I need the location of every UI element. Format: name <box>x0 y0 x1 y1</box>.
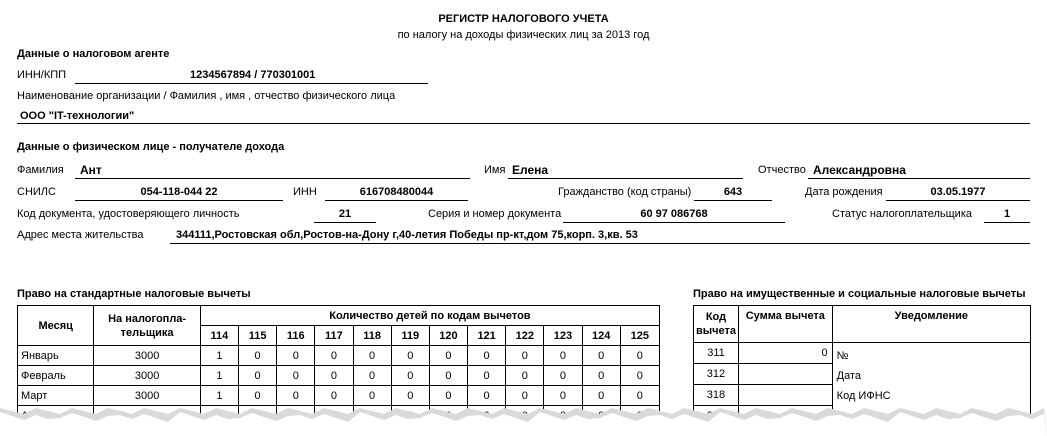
address-underline <box>170 243 1030 244</box>
child-count-cell: 0 <box>353 366 391 386</box>
code-header-cell: 117 <box>315 326 353 346</box>
snils-label: СНИЛС <box>17 186 56 198</box>
sum-header: Сумма вычета <box>738 306 832 343</box>
birth-value: 03.05.1977 <box>930 186 986 198</box>
doc-code-value: 21 <box>338 208 352 220</box>
child-count-cell: 0 <box>544 386 582 406</box>
notice-header: Уведомление <box>832 306 1030 343</box>
name-underline <box>508 178 743 179</box>
child-count-cell: 0 <box>239 386 277 406</box>
surname-label: Фамилия <box>17 164 64 176</box>
status-underline <box>984 222 1030 223</box>
code-header-cell: 118 <box>353 326 391 346</box>
child-count-cell: 0 <box>315 366 353 386</box>
status-label: Статус налогоплательщика <box>832 208 973 220</box>
child-count-cell: 0 <box>582 366 620 386</box>
month-cell: Февраль <box>18 366 94 386</box>
name-label: Имя <box>484 164 506 176</box>
code-header-cell: 122 <box>506 326 544 346</box>
person-section-title: Данные о физическом лице - получателе дохода <box>17 141 285 153</box>
child-count-cell: 0 <box>391 366 429 386</box>
child-count-cell: 0 <box>620 346 659 366</box>
month-cell: Март <box>18 386 94 406</box>
child-count-cell: 0 <box>620 386 659 406</box>
table-row <box>18 366 660 386</box>
child-count-cell: 0 <box>277 346 315 366</box>
child-count-cell: 0 <box>239 346 277 366</box>
snils-underline <box>75 200 283 201</box>
taxpayer-cell: 3000 <box>94 386 200 406</box>
inn-value: 616708480044 <box>359 186 434 198</box>
child-count-cell: 0 <box>506 346 544 366</box>
page-title: РЕГИСТР НАЛОГОВОГО УЧЕТА <box>438 13 609 25</box>
child-count-cell: 0 <box>506 366 544 386</box>
doc-code-underline <box>314 222 376 223</box>
child-count-cell: 0 <box>506 386 544 406</box>
page-subtitle: по налогу на доходы физических лиц за 2013 год <box>397 29 650 41</box>
doc-series-label: Серия и номер документа <box>428 208 562 220</box>
doc-series-underline <box>563 222 785 223</box>
surname-underline <box>75 178 470 179</box>
inn-kpp-label: ИНН/КПП <box>17 69 67 81</box>
child-count-cell: 0 <box>544 346 582 366</box>
child-count-cell: 0 <box>315 386 353 406</box>
child-count-cell: 0 <box>429 386 467 406</box>
taxpayer-header: На налогопла-тельщика <box>94 306 200 346</box>
child-count-cell: 1 <box>200 386 238 406</box>
child-count-cell: 0 <box>429 366 467 386</box>
notice-line: Код ИФНС <box>836 390 891 402</box>
child-count-cell: 0 <box>468 386 506 406</box>
inn-underline <box>325 200 468 201</box>
snils-value: 054-118-044 22 <box>140 186 218 198</box>
child-count-cell: 0 <box>620 366 659 386</box>
inn-kpp-underline <box>75 83 428 84</box>
code-header-cell: 123 <box>544 326 582 346</box>
citizenship-underline <box>694 200 772 201</box>
notice-line: № <box>836 350 849 362</box>
table-row <box>694 343 1031 364</box>
surname-value: Ант <box>80 163 102 177</box>
org-value: ООО "IT-технологии" <box>20 110 135 122</box>
code-header-cell: 121 <box>468 326 506 346</box>
child-count-cell: 0 <box>353 346 391 366</box>
child-count-cell: 1 <box>200 346 238 366</box>
child-count-cell: 0 <box>277 366 315 386</box>
patronymic-label: Отчество <box>758 164 806 176</box>
table-row <box>18 346 660 366</box>
notice-line: Дата <box>836 370 862 382</box>
name-value: Елена <box>512 163 549 177</box>
child-count-cell: 0 <box>391 386 429 406</box>
inn-label: ИНН <box>293 186 317 198</box>
month-cell: Январь <box>18 346 94 366</box>
doc-code-label: Код документа, удостоверяющего личность <box>17 208 240 220</box>
deduction-code-cell: 311 <box>694 343 739 364</box>
child-count-cell: 0 <box>582 346 620 366</box>
deduction-code-cell: 312 <box>694 364 739 385</box>
patronymic-value: Александровна <box>813 163 906 177</box>
child-count-cell: 0 <box>468 346 506 366</box>
month-header: Месяц <box>18 306 94 346</box>
taxpayer-cell: 3000 <box>94 346 200 366</box>
standard-section-title: Право на стандартные налоговые вычеты <box>17 288 251 300</box>
code-header-cell: 124 <box>582 326 620 346</box>
code-header-cell: 119 <box>391 326 429 346</box>
child-count-cell: 0 <box>277 386 315 406</box>
agent-section-title: Данные о налоговом агенте <box>17 48 170 60</box>
org-underline <box>17 123 1030 124</box>
status-value: 1 <box>1003 208 1011 220</box>
doc-series-value: 60 97 086768 <box>640 208 708 220</box>
child-count-cell: 0 <box>582 386 620 406</box>
address-value: 344111,Ростовская обл,Ростов-на-Дону г,40-летия Победы пр-кт,дом 75,корп. 3,кв. 53 <box>176 229 638 241</box>
child-count-cell: 0 <box>429 346 467 366</box>
birth-underline <box>886 200 1030 201</box>
deduction-sum-cell <box>738 364 832 385</box>
child-count-cell: 0 <box>315 346 353 366</box>
child-count-cell: 0 <box>353 386 391 406</box>
citizenship-label: Гражданство (код страны) <box>558 186 692 198</box>
citizenship-value: 643 <box>723 186 743 198</box>
taxpayer-cell: 3000 <box>94 366 200 386</box>
code-header: Код вычета <box>694 306 739 343</box>
children-header: Количество детей по кодам вычетов <box>200 306 659 326</box>
org-label: Наименование организации / Фамилия , имя , отчество физического лица <box>17 90 396 102</box>
code-header-cell: 120 <box>429 326 467 346</box>
child-count-cell: 1 <box>200 366 238 386</box>
child-count-cell: 0 <box>391 346 429 366</box>
address-label: Адрес места жительства <box>17 229 144 241</box>
property-section-title: Право на имущественные и социальные налоговые вычеты <box>693 288 1026 300</box>
code-header-cell: 115 <box>239 326 277 346</box>
birth-label: Дата рождения <box>805 186 883 198</box>
deduction-sum-cell: 0 <box>738 343 832 364</box>
code-header-cell: 114 <box>200 326 238 346</box>
code-header-cell: 116 <box>277 326 315 346</box>
deduction-code-cell: 318 <box>694 385 739 406</box>
patronymic-underline <box>808 178 1030 179</box>
child-count-cell: 0 <box>468 366 506 386</box>
child-count-cell: 0 <box>239 366 277 386</box>
torn-edge <box>0 398 1047 436</box>
code-header-cell: 125 <box>620 326 659 346</box>
child-count-cell: 0 <box>544 366 582 386</box>
inn-kpp-value: 1234567894 / 770301001 <box>190 69 316 81</box>
